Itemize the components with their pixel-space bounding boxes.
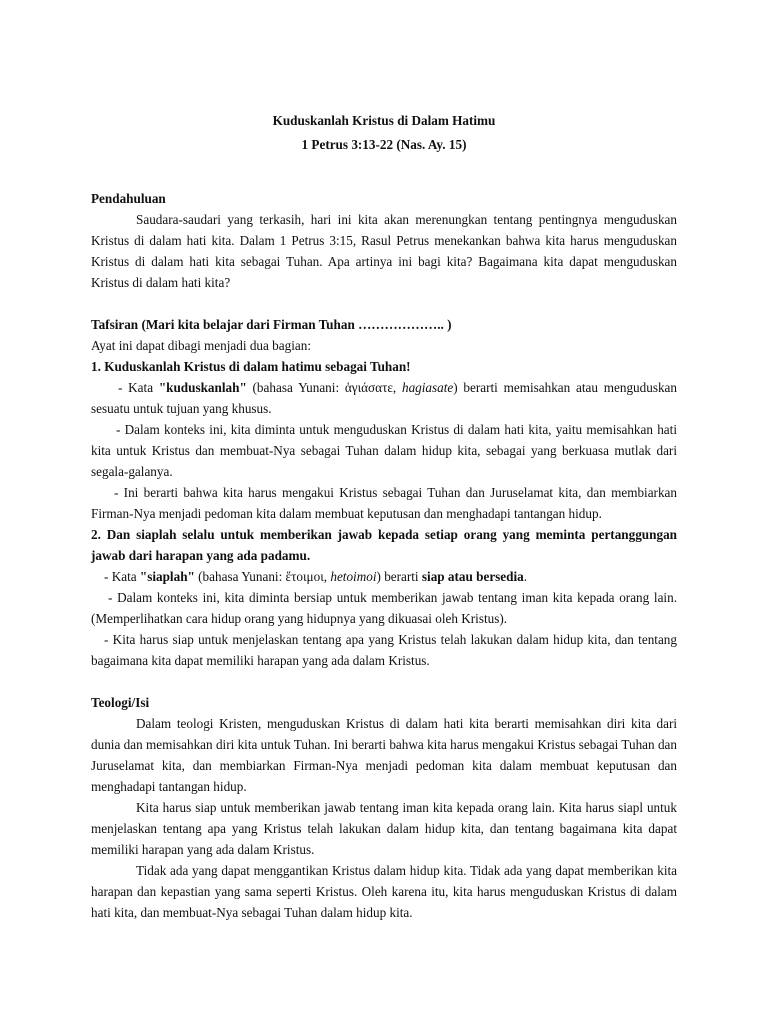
heading-teologi: Teologi/Isi — [91, 695, 150, 710]
point-2-bullet-jelaskan: - Kita harus siap untuk menjelaskan tentang apa yang Kristus telah lakukan dalam hidup kita, dan tentang bagaimana kita dapat memiliki harapan yang ada dalam Kristus. — [91, 632, 677, 668]
point-2-heading: 2. Dan siaplah selalu untuk memberikan jawab kepada setiap orang yang meminta pertanggungan jawab dari harapan yang ada padamu. — [91, 527, 677, 563]
point-2-bullet-konteks: - Dalam konteks ini, kita diminta bersiap untuk memberikan jawab tentang iman kita kepada orang lain. (Memperlihatkan cara hidup orang yang hidupnya yang dikuasai oleh Kristus). — [91, 590, 677, 626]
point-1-bullet-konteks: - Dalam konteks ini, kita diminta untuk menguduskan Kristus di dalam hati kita, yaitu memisahkan hati kita untuk Kristus dan membuat-Nya sebagai Tuhan dalam hidup kita, sebagai yang berkuasa mutlak dari segala-galanya. — [91, 422, 677, 479]
tafsiran-intro: Ayat ini dapat dibagi menjadi dua bagian: — [91, 338, 311, 353]
point-1-bullet-arti: - Ini berarti bahwa kita harus mengakui Kristus sebagai Tuhan dan Juruselamat kita, dan membiarkan Firman-Nya menjadi pedoman kita dalam membuat keputusan dan menghadapi tantangan hidup. — [91, 485, 677, 521]
point-1-heading: 1. Kuduskanlah Kristus di dalam hatimu sebagai Tuhan! — [91, 359, 411, 374]
point-2-bullet-siaplah: - Kata "siaplah" (bahasa Yunani: ἕτοιμοι, hetoimoi) berarti siap atau bersedia. — [104, 569, 528, 584]
heading-pendahuluan: Pendahuluan — [91, 191, 166, 206]
document-body — [91, 110, 677, 923]
point-1-bullet-kuduskanlah: - Kata "kuduskanlah" (bahasa Yunani: ἁγιάσατε, hagiasate) berarti memisahkan atau menguduskan sesuatu untuk tujuan yang khusus. — [91, 380, 677, 416]
paragraph-teologi-2: Kita harus siap untuk memberikan jawab tentang iman kita kepada orang lain. Kita harus siapl untuk menjelaskan tentang apa yang Kristus telah lakukan dalam hidup kita, dan tentang bagaimana kita dapat memiliki harapan yang ada dalam Kristus. — [91, 800, 677, 857]
paragraph-pendahuluan: Saudara-saudari yang terkasih, hari ini kita akan merenungkan tentang pentingnya menguduskan Kristus di dalam hati kita. Dalam 1 Petrus 3:15, Rasul Petrus menekankan bahwa kita harus menguduskan Kristus di dalam hati kita sebagai Tuhan. Apa artinya ini bagi kita? Bagaimana kita dapat menguduskan Kristus di dalam hati kita? — [91, 212, 677, 290]
heading-tafsiran: Tafsiran (Mari kita belajar dari Firman Tuhan ……………….. ) — [91, 317, 452, 332]
scripture-reference: 1 Petrus 3:13-22 (Nas. Ay. 15) — [301, 137, 467, 152]
paragraph-teologi-1: Dalam teologi Kristen, menguduskan Kristus di dalam hati kita berarti memisahkan diri kita dari dunia dan memisahkan diri kita untuk Tuhan. Ini berarti bahwa kita harus mengakui Kristus sebagai Tuhan dan Juruselamat kita, dan membiarkan Firman-Nya menjadi pedoman kita dalam membuat keputusan dan menghadapi tantangan hidup. — [91, 716, 677, 794]
page-title: Kuduskanlah Kristus di Dalam Hatimu — [272, 113, 496, 128]
paragraph-teologi-3: Tidak ada yang dapat menggantikan Kristus dalam hidup kita. Tidak ada yang dapat memberikan kita harapan dan kepastian yang sama seperti Kristus. Oleh karena itu, kita harus menguduskan Kristus di dalam hati kita, dan membuat-Nya sebagai Tuhan dalam hidup kita. — [91, 863, 677, 920]
